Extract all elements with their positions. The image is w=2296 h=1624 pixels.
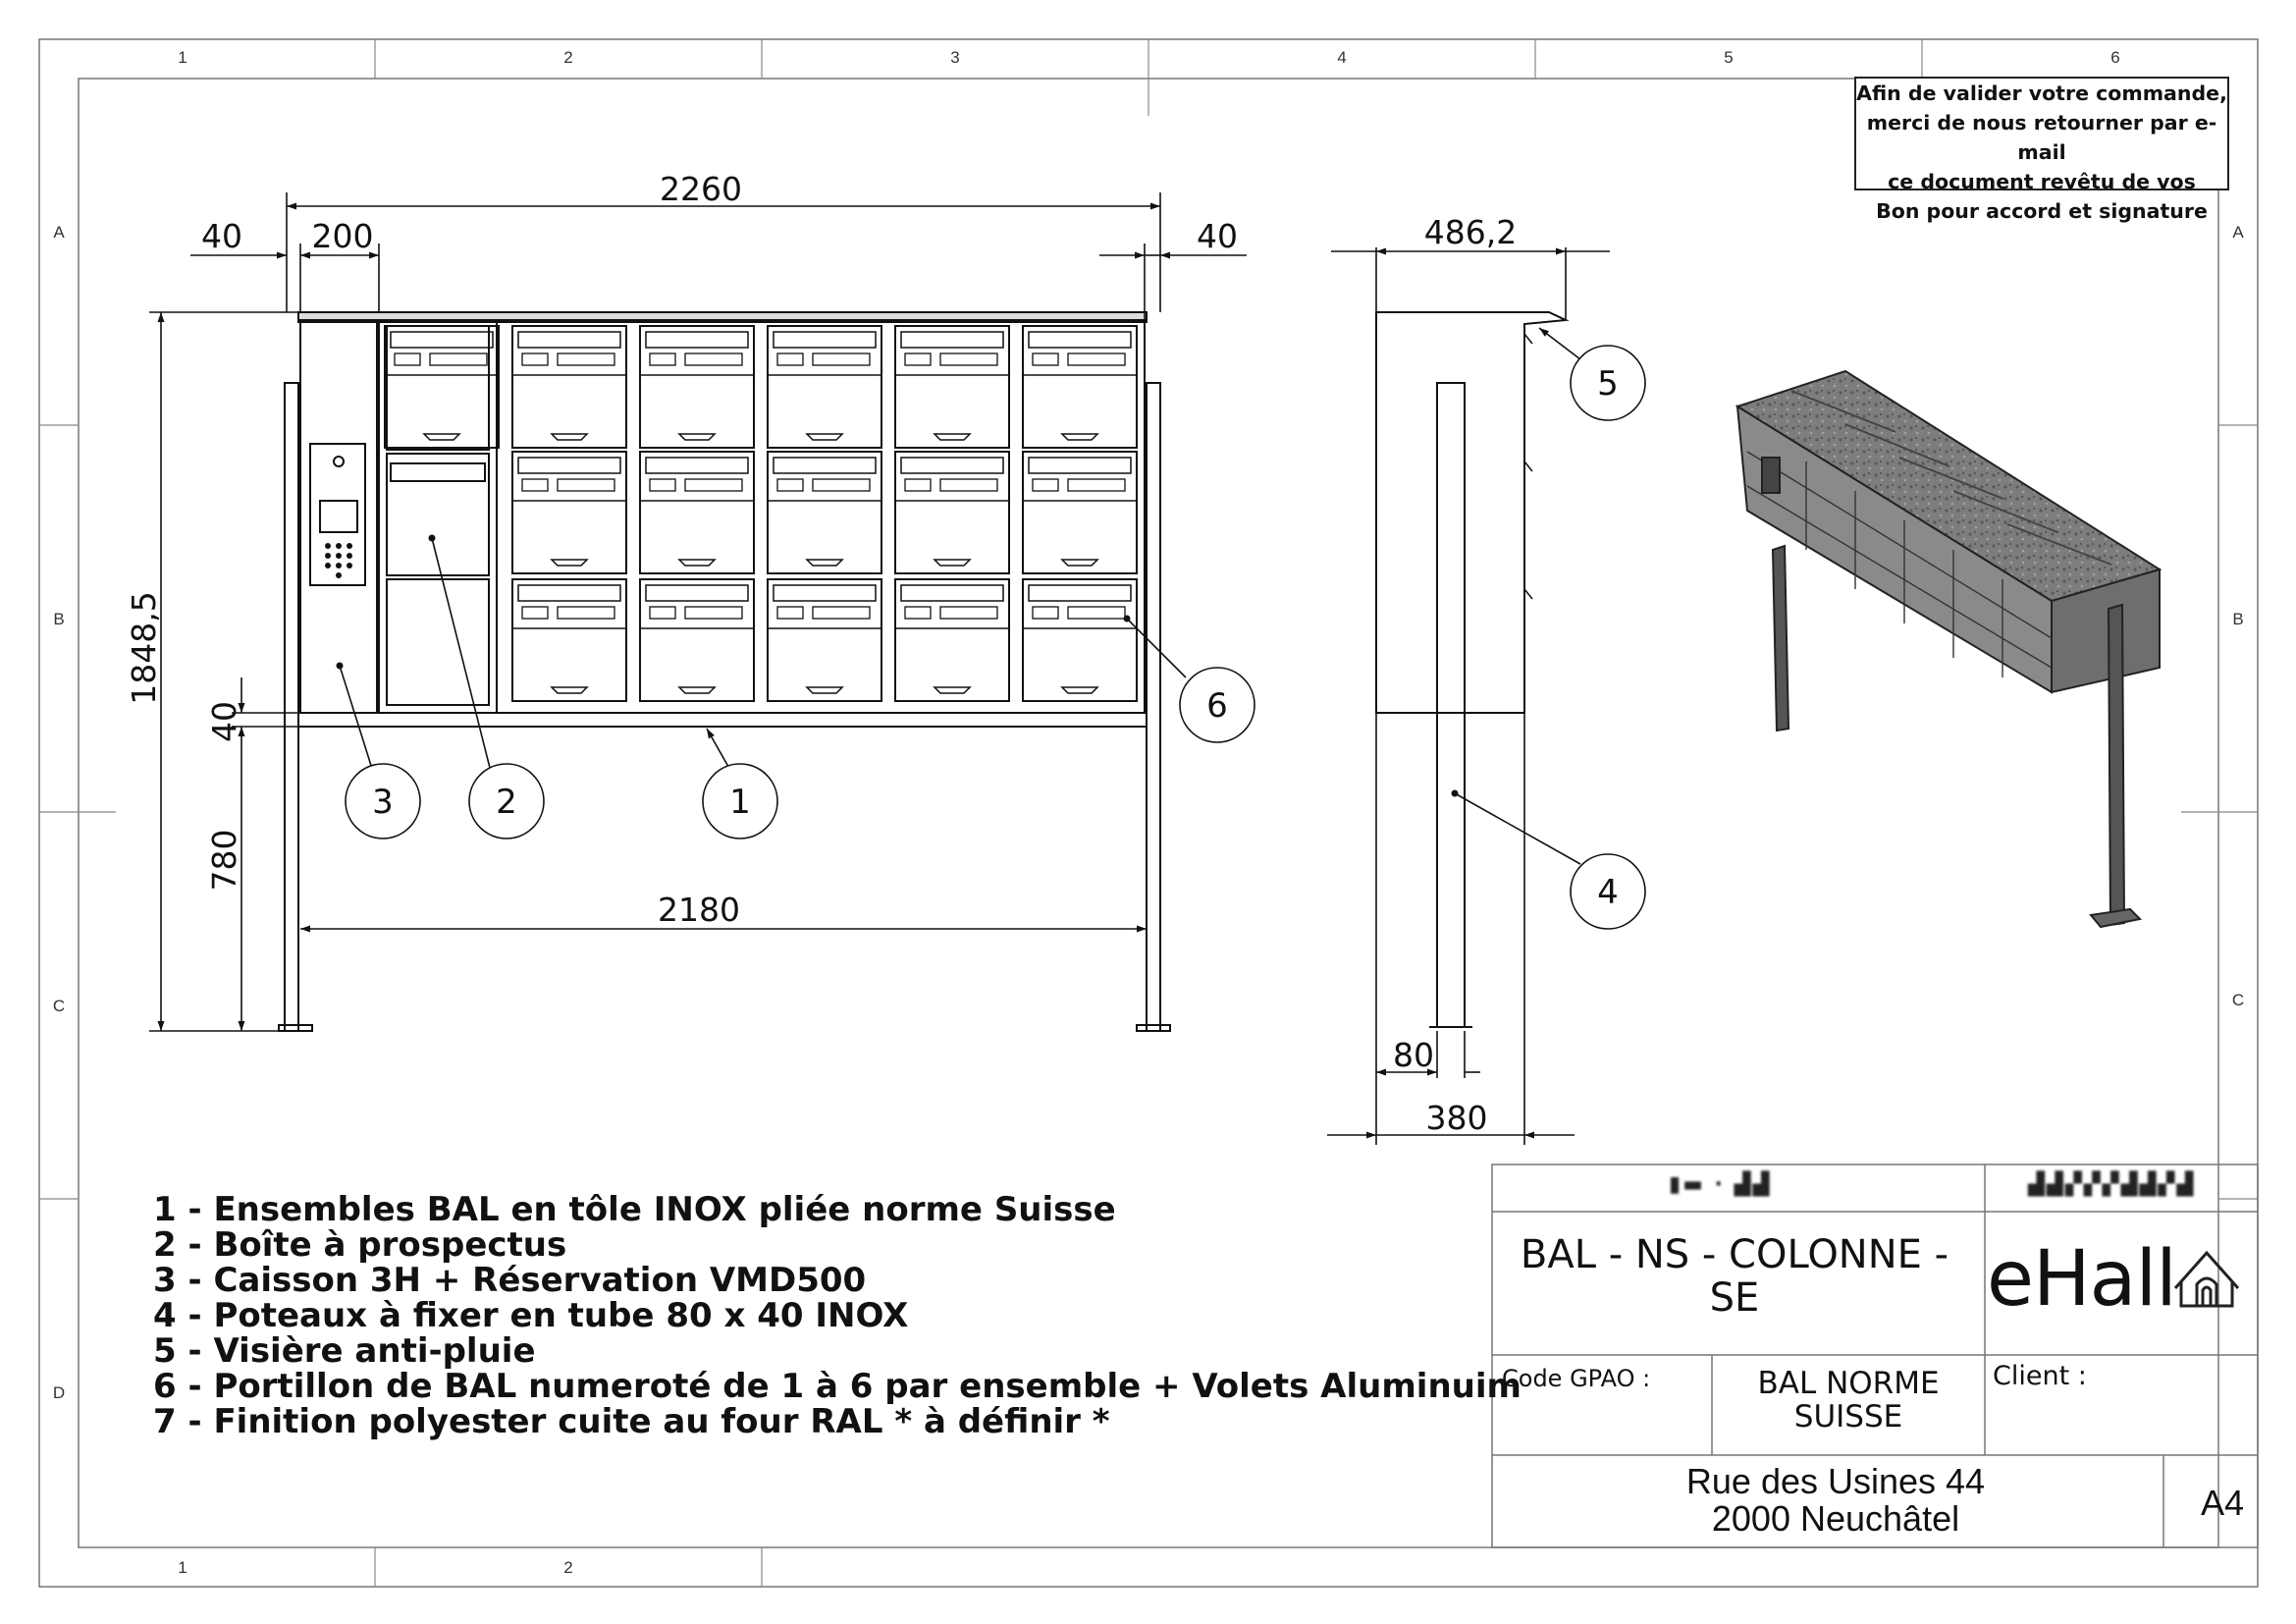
legend-item: 7 - Finition polyester cuite au four RAL * à définir * bbox=[153, 1402, 1110, 1441]
mailbox-handle bbox=[552, 687, 587, 693]
mailbox-lock bbox=[522, 353, 548, 365]
mailbox-door bbox=[512, 579, 626, 701]
mailbox-flap bbox=[518, 458, 620, 473]
dim-frame-bar: 40 bbox=[205, 701, 243, 742]
blurred-text-left: ▮▬ · ▟▟ bbox=[1669, 1172, 1772, 1197]
address-line: 2000 Neuchâtel bbox=[1711, 1498, 1960, 1539]
dim-side-depth: 486,2 bbox=[1423, 213, 1518, 251]
mailbox-door bbox=[768, 452, 881, 573]
parts-legend bbox=[153, 1192, 1522, 1439]
notice-line: merci de nous retourner par e-mail bbox=[1866, 111, 2217, 164]
mailbox-lock bbox=[1033, 479, 1058, 491]
legend-item: 3 - Caisson 3H + Réservation VMD500 bbox=[153, 1261, 867, 1300]
column-label: 1 bbox=[178, 1558, 187, 1577]
validation-notice bbox=[1854, 77, 2229, 223]
dim-overall-width: 2260 bbox=[660, 170, 742, 208]
column-label: 4 bbox=[1337, 48, 1347, 67]
dim-right-offset: 40 bbox=[1197, 217, 1238, 255]
mailbox-door bbox=[385, 326, 499, 448]
drawing-title bbox=[1492, 1233, 1977, 1320]
mailbox-handle bbox=[934, 687, 970, 693]
code-gpao-value bbox=[1712, 1367, 1985, 1434]
column-label: 1 bbox=[178, 48, 187, 67]
notice-line: ce document revêtu de vos bbox=[1888, 170, 2196, 193]
code-value-line: SUISSE bbox=[1793, 1399, 1903, 1435]
callout-number: 4 bbox=[1597, 873, 1619, 912]
mailbox-name-slot bbox=[685, 607, 742, 619]
mailbox-lock bbox=[522, 607, 548, 619]
callout-number: 6 bbox=[1206, 686, 1228, 726]
mailbox-name-slot bbox=[558, 479, 614, 491]
mailbox-lock bbox=[522, 479, 548, 491]
mailbox-flap bbox=[774, 332, 876, 348]
mailbox-lock bbox=[395, 353, 420, 365]
dim-inner-width: 2180 bbox=[658, 891, 740, 929]
mailbox-name-slot bbox=[685, 353, 742, 365]
mailbox-handle bbox=[807, 560, 842, 566]
legend-item: 4 - Poteaux à fixer en tube 80 x 40 INOX bbox=[153, 1296, 909, 1335]
mailbox-flap bbox=[901, 458, 1003, 473]
mailbox-lock bbox=[905, 353, 931, 365]
front-left-post bbox=[285, 383, 298, 1031]
mailbox-flap bbox=[391, 332, 493, 348]
dimension-lines bbox=[149, 192, 1610, 1145]
drawing-title-line: BAL - NS - COLONNE - bbox=[1520, 1232, 1949, 1277]
row-label: C bbox=[2231, 991, 2245, 1009]
callout-number: 5 bbox=[1597, 364, 1619, 404]
row-label: A bbox=[2232, 223, 2244, 242]
column-label: 6 bbox=[2110, 48, 2120, 67]
mailbox-flap bbox=[901, 332, 1003, 348]
mailbox-handle bbox=[807, 434, 842, 440]
dim-base-depth: 380 bbox=[1425, 1099, 1488, 1137]
mailbox-handle bbox=[1062, 687, 1097, 693]
notice-line: Afin de valider votre commande, bbox=[1856, 81, 2227, 105]
mailbox-name-slot bbox=[940, 479, 997, 491]
mailbox-handle bbox=[934, 434, 970, 440]
column-label: 2 bbox=[563, 1558, 573, 1577]
mailbox-door bbox=[895, 579, 1009, 701]
mailbox-flap bbox=[518, 332, 620, 348]
legend-item: 1 - Ensembles BAL en tôle INOX pliée norme Suisse bbox=[153, 1190, 1116, 1229]
mailbox-name-slot bbox=[813, 353, 870, 365]
mailbox-name-slot bbox=[813, 607, 870, 619]
mailbox-name-slot bbox=[1068, 353, 1125, 365]
mailbox-lock bbox=[650, 607, 675, 619]
dim-post-height: 780 bbox=[205, 829, 243, 892]
mailbox-flap bbox=[1029, 585, 1131, 601]
mailbox-door bbox=[1023, 326, 1137, 448]
column-label: 2 bbox=[563, 48, 573, 67]
address-line: Rue des Usines 44 bbox=[1685, 1461, 1986, 1501]
legend-item: 6 - Portillon de BAL numeroté de 1 à 6 par ensemble + Volets Aluminuim bbox=[153, 1367, 1522, 1406]
row-label: B bbox=[2232, 610, 2244, 628]
mailbox-door bbox=[768, 579, 881, 701]
mailbox-lock bbox=[650, 353, 675, 365]
mailbox-name-slot bbox=[1068, 479, 1125, 491]
mailbox-door bbox=[1023, 579, 1137, 701]
side-view bbox=[1376, 312, 1566, 1027]
mailbox-door bbox=[640, 326, 754, 448]
mailbox-handle bbox=[552, 560, 587, 566]
row-label: B bbox=[53, 610, 65, 628]
mailbox-door bbox=[640, 452, 754, 573]
side-post bbox=[1437, 383, 1465, 1027]
mailbox-handle bbox=[679, 560, 715, 566]
column-label: 5 bbox=[1724, 48, 1734, 67]
prospectus-box bbox=[387, 454, 489, 575]
mailbox-name-slot bbox=[940, 607, 997, 619]
code-gpao-label: Code GPAO : bbox=[1502, 1365, 1651, 1392]
mailbox-handle bbox=[1062, 434, 1097, 440]
mailbox-handle bbox=[934, 560, 970, 566]
mailbox-door bbox=[640, 579, 754, 701]
mailbox-handle bbox=[1062, 560, 1097, 566]
brand-logo: eHall bbox=[1987, 1235, 2176, 1324]
mailbox-flap bbox=[646, 458, 748, 473]
mailbox-name-slot bbox=[813, 479, 870, 491]
callout-numbers bbox=[372, 364, 1619, 912]
callout-number: 1 bbox=[729, 783, 751, 822]
mailbox-lock bbox=[1033, 353, 1058, 365]
mailbox-door bbox=[895, 326, 1009, 448]
iso-view bbox=[1737, 371, 2160, 927]
mailbox-flap bbox=[1029, 458, 1131, 473]
mailbox-door bbox=[768, 326, 881, 448]
mailbox-name-slot bbox=[430, 353, 487, 365]
mailbox-name-slot bbox=[1068, 607, 1125, 619]
mailbox-name-slot bbox=[940, 353, 997, 365]
mailbox-flap bbox=[901, 585, 1003, 601]
dim-panel-width: 200 bbox=[311, 217, 374, 255]
callout-number: 3 bbox=[372, 783, 394, 822]
callout-number: 2 bbox=[496, 783, 517, 822]
callout-circles bbox=[346, 346, 1645, 929]
dim-post-section: 80 bbox=[1393, 1036, 1434, 1074]
mailbox-flap bbox=[646, 585, 748, 601]
mailbox-handle bbox=[552, 434, 587, 440]
legend-item: 2 - Boîte à prospectus bbox=[153, 1225, 567, 1265]
row-label: C bbox=[52, 997, 66, 1015]
mailbox-flap bbox=[774, 585, 876, 601]
sheet-format: A4 bbox=[2200, 1483, 2245, 1523]
mailbox-flap bbox=[774, 458, 876, 473]
mailbox-handle bbox=[679, 434, 715, 440]
drawing-title-line: SE bbox=[1709, 1275, 1760, 1321]
mailbox-lock bbox=[1033, 607, 1058, 619]
brand-house-icon bbox=[2175, 1253, 2238, 1306]
mailbox-door bbox=[512, 326, 626, 448]
mailbox-lock bbox=[905, 479, 931, 491]
row-label: A bbox=[53, 223, 65, 242]
legend-item: 5 - Visière anti-pluie bbox=[153, 1331, 536, 1371]
mailbox-lock bbox=[905, 607, 931, 619]
front-right-post bbox=[1147, 383, 1160, 1031]
mailbox-door bbox=[1023, 452, 1137, 573]
mailbox-flap bbox=[1029, 332, 1131, 348]
mailbox-name-slot bbox=[558, 607, 614, 619]
mailbox-door bbox=[895, 452, 1009, 573]
mailbox-lock bbox=[777, 607, 803, 619]
mailbox-handle bbox=[807, 687, 842, 693]
mailbox-name-slot bbox=[558, 353, 614, 365]
dim-left-offset: 40 bbox=[201, 217, 242, 255]
client-label: Client : bbox=[1993, 1361, 2087, 1391]
row-label: D bbox=[52, 1383, 66, 1402]
address bbox=[1492, 1463, 2179, 1538]
mailbox-door bbox=[512, 452, 626, 573]
mailbox-handle bbox=[424, 434, 459, 440]
column-label: 3 bbox=[950, 48, 960, 67]
mailbox-name-slot bbox=[685, 479, 742, 491]
mailbox-flap bbox=[518, 585, 620, 601]
dim-total-height: 1848,5 bbox=[125, 591, 163, 705]
mailbox-lock bbox=[777, 353, 803, 365]
mailbox-lock bbox=[777, 479, 803, 491]
frame-bar bbox=[298, 713, 1147, 727]
mailbox-lock bbox=[650, 479, 675, 491]
mailbox-flap bbox=[646, 332, 748, 348]
blurred-text-right: ▟▟▞▞▞▟▟▞▟ bbox=[2028, 1172, 2196, 1197]
mailbox-handle bbox=[679, 687, 715, 693]
notice-line: Bon pour accord et signature bbox=[1876, 199, 2208, 223]
code-value-line: BAL NORME bbox=[1757, 1366, 1940, 1401]
